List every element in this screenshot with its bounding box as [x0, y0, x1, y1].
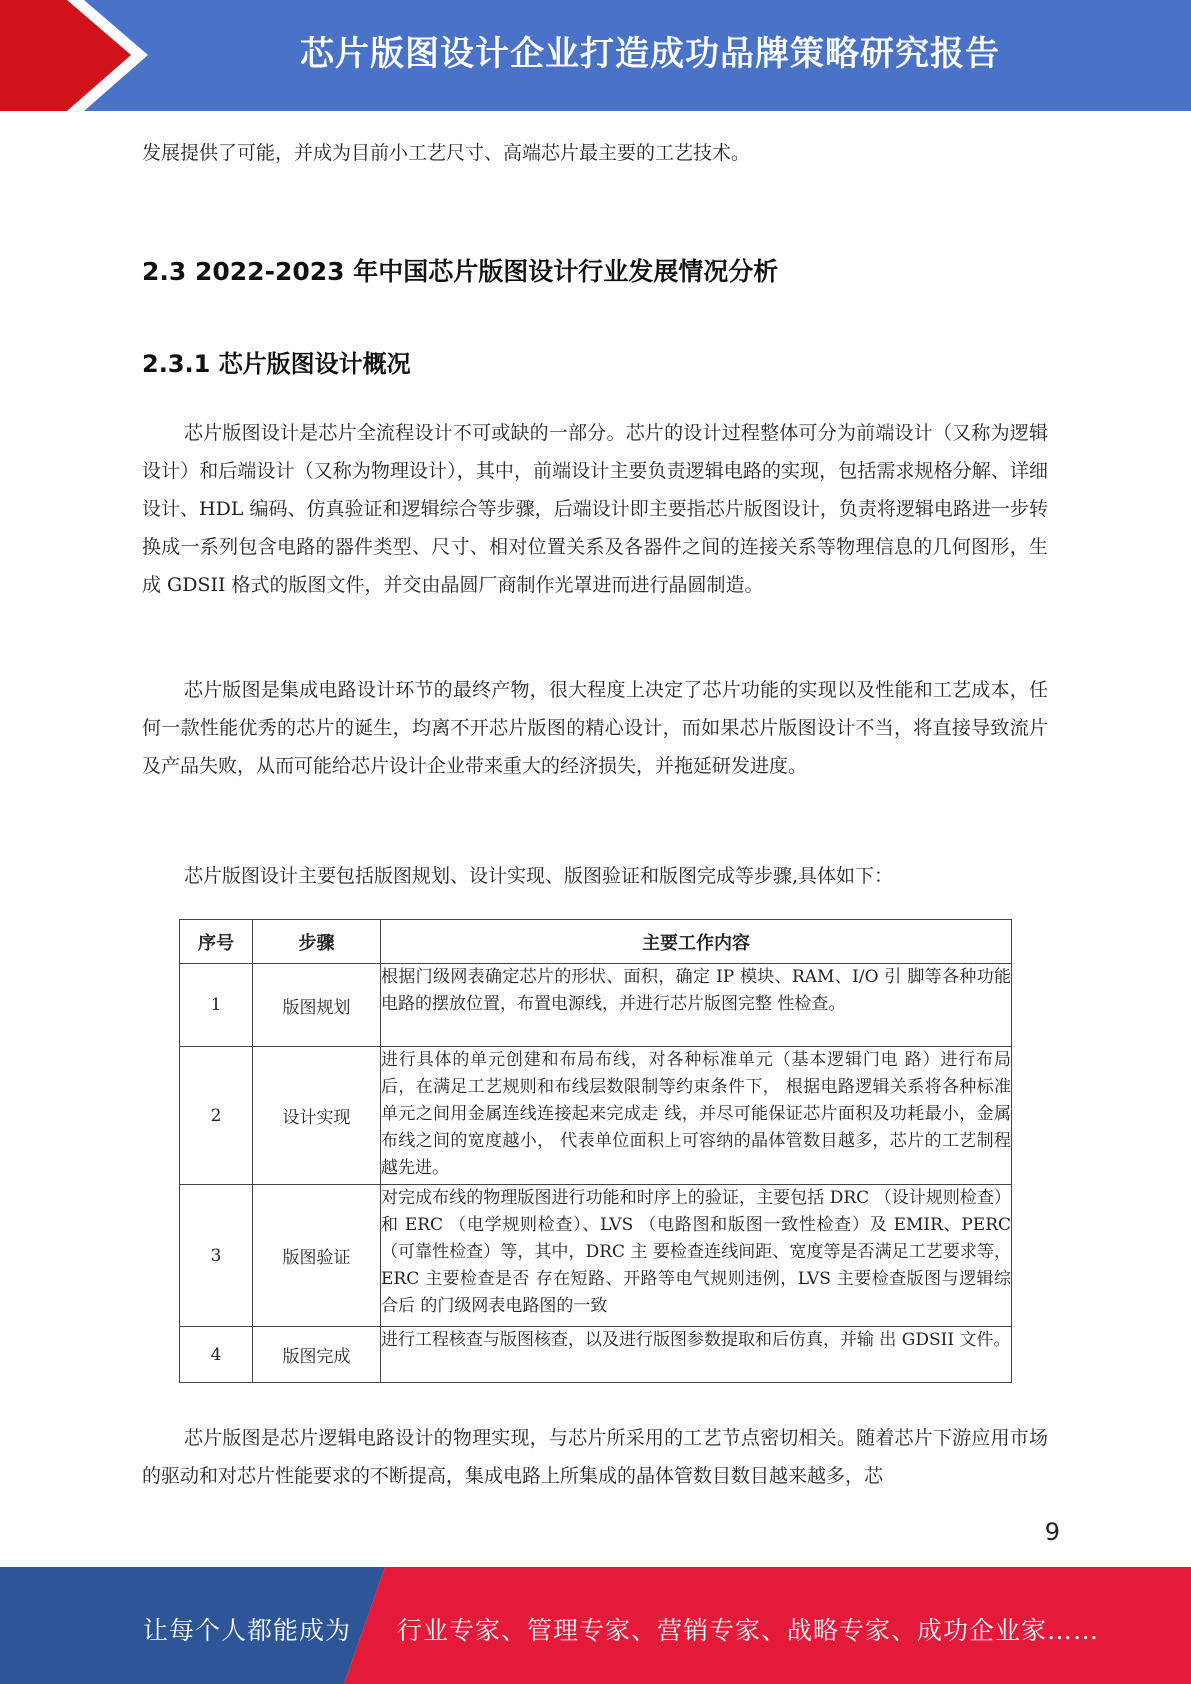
row-content-text: 进行工程核查与版图核查，以及进行版图参数提取和后仿真，并输 出 GDSII 文件。	[381, 1330, 1011, 1350]
row-num: 3	[180, 1185, 253, 1327]
row-content	[381, 1185, 1012, 1327]
table-row	[180, 1047, 1012, 1185]
row-content-text: 根据门级网表确定芯片的形状、面积，确定 IP 模块、RAM、I/O 引 脚等各种功能电路的摆放位置，布置电源线，并进行芯片版图完整 性检查。	[381, 967, 1011, 1014]
paragraph-steps-intro: 芯片版图设计主要包括版图规划、设计实现、版图验证和版图完成等步骤,具体如下：	[184, 865, 894, 887]
row-step: 版图规划	[253, 964, 381, 1047]
paragraph-physical-implementation: 芯片版图是芯片逻辑电路设计的物理实现，与芯片所采用的工艺节点密切相关。随着芯片下游应用市场的驱动和对芯片性能要求的不断提高，集成电路上所集成的晶体管数目数目越来越多，芯	[142, 1427, 1048, 1487]
table-row	[180, 964, 1012, 1047]
row-content	[381, 964, 1012, 1047]
row-num: 2	[180, 1047, 253, 1185]
footer-slogan-left: 让每个人都能成为	[143, 1616, 352, 1645]
section-heading: 2.3 2022-2023 年中国芯片版图设计行业发展情况分析	[142, 257, 779, 286]
row-step: 版图验证	[253, 1185, 381, 1327]
report-title: 芯片版图设计企业打造成功品牌策略研究报告	[300, 34, 1000, 74]
page-header	[0, 0, 1191, 111]
row-step: 设计实现	[253, 1047, 381, 1185]
intro-line: 发展提供了可能，并成为目前小工艺尺寸、高端芯片最主要的工艺技术。	[142, 142, 751, 164]
table-row	[180, 1185, 1012, 1327]
paragraph-overview: 芯片版图设计是芯片全流程设计不可或缺的一部分。芯片的设计过程整体可分为前端设计（又称为逻辑设计）和后端设计（又称为物理设计），其中，前端设计主要负责逻辑电路的实现，包括需求规格分解、详细设计、HDL 编码、仿真验证和逻辑综合等步骤，后端设计即主要指芯片版图设计，负责将逻辑电路进一步转换成一系列包含电路的器件类型、尺寸、相对位置关系及各器件之间的连接关系等物理信息的几何图形，生成 GDSII 格式的版图文件，并交由晶圆厂商制作光罩进而进行晶圆制造。	[142, 422, 1048, 596]
paragraph-importance: 芯片版图是集成电路设计环节的最终产物，很大程度上决定了芯片功能的实现以及性能和工艺成本，任何一款性能优秀的芯片的诞生，均离不开芯片版图的精心设计，而如果芯片版图设计不当，将直接导致流片及产品失败，从而可能给芯片设计企业带来重大的经济损失，并拖延研发进度。	[142, 679, 1048, 777]
table-header-row	[180, 920, 1012, 964]
row-content	[381, 1047, 1012, 1185]
column-header-num: 序号	[180, 920, 253, 964]
row-num: 4	[180, 1327, 253, 1383]
row-content-text: 对完成布线的物理版图进行功能和时序上的验证，主要包括 DRC （设计规则检查）和 ERC （电学规则检查）、LVS （电路图和版图一致性检查）及 EMIR、PERC （可靠性检查）等，其中，DRC 主 要检查连线间距、宽度等是否满足工艺要求等，ERC 主要检查是否 存在短路、开路等电气规则违例，LVS 主要检查版图与逻辑综合后 的门级网表电路图的一致	[381, 1188, 1011, 1316]
design-steps-table	[179, 919, 1012, 1383]
table-row	[180, 1327, 1012, 1383]
footer-slogan-right: 行业专家、管理专家、营销专家、战略专家、成功企业家……	[397, 1616, 1100, 1645]
row-num: 1	[180, 964, 253, 1047]
row-step: 版图完成	[253, 1327, 381, 1383]
row-content-text: 进行具体的单元创建和布局布线，对各种标准单元（基本逻辑门电 路）进行布局后，在满足工艺规则和布线层数限制等约束条件下， 根据电路逻辑关系将各种标准单元之间用金属连线连接起来完成走 线，并尽可能保证芯片面积及功耗最小，金属布线之间的宽度越小， 代表单位面积上可容纳的晶体管数目越多，芯片的工艺制程越先进。	[381, 1050, 1011, 1178]
subsection-heading: 2.3.1 芯片版图设计概况	[142, 350, 411, 378]
row-content	[381, 1327, 1012, 1383]
column-header-content: 主要工作内容	[381, 920, 1012, 964]
page-number: 9	[1044, 1518, 1060, 1546]
column-header-step: 步骤	[253, 920, 381, 964]
